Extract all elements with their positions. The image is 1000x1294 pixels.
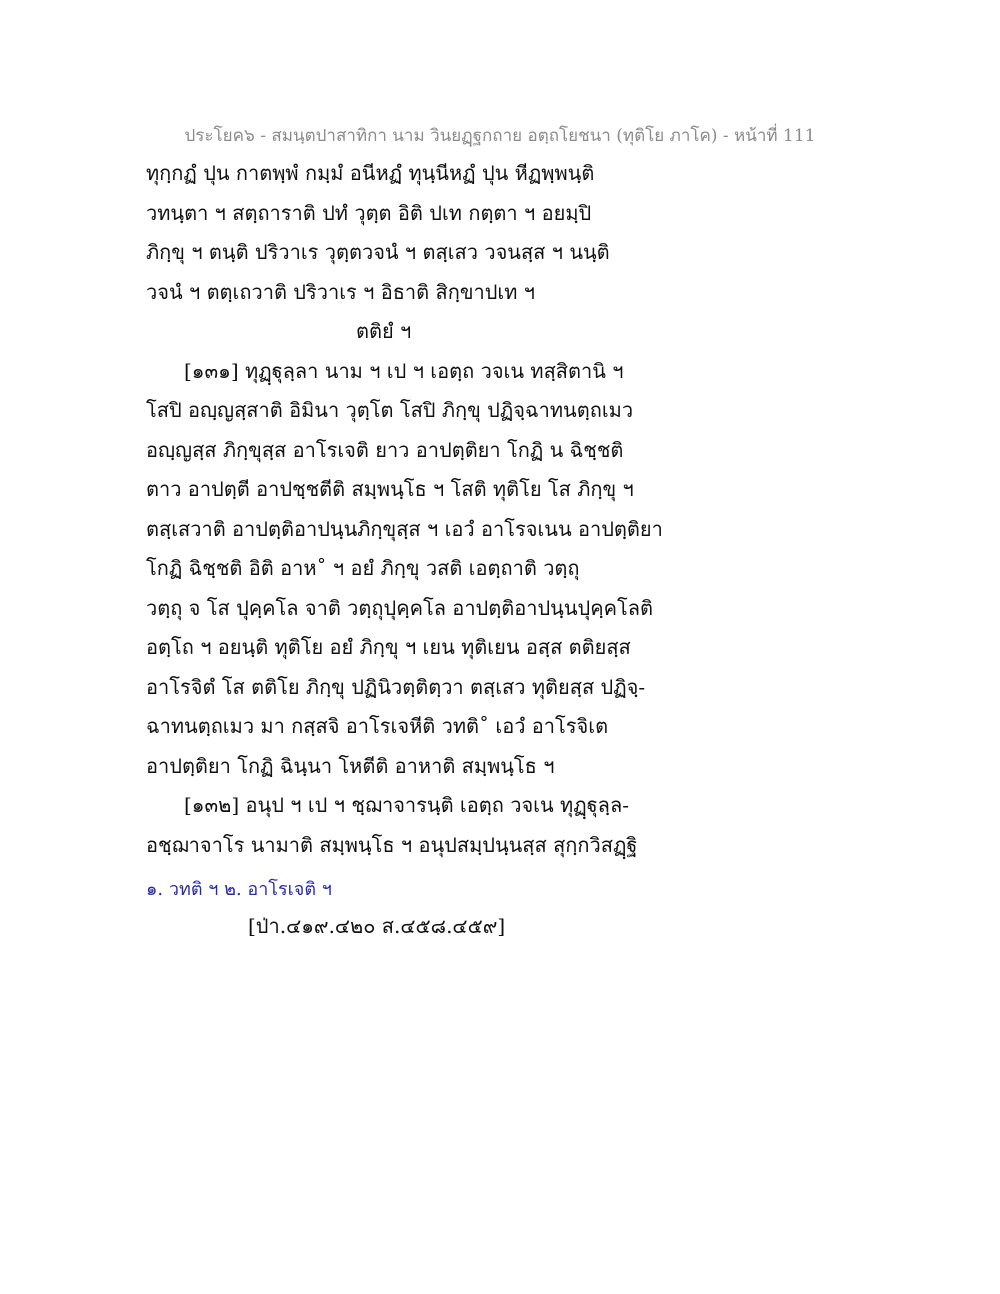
page-reference: [ป่า.๔๑๙.๔๒๐ ส.๔๕๘.๔๕๙]: [248, 914, 506, 938]
text-line: ฉาทนตฺถเมว มา กสฺสจิ อาโรเจหีติ วทติ˚ เอวํ อาโรจิเต: [146, 714, 609, 738]
text-line: อาโรจิตํ โส ตติโย ภิกฺขุ ปฏินิวตฺติตฺวา ตสฺเสว ทุติยสฺส ปฏิจฺ-: [146, 674, 646, 699]
text-line: ทุกฺกฏํ ปุน กาตพฺพํ กมฺมํ อนีหฏํ ทุนฺนีหฏํ ปุน หีฏพฺพนฺติ: [146, 161, 595, 185]
page-header: ประโยค๖ - สมนฺตปาสาทิกา นาม วินยฏฺฐกถาย อตฺถโยชนา (ทุติโย ภาโค) - หน้าที่ 111: [184, 126, 816, 146]
text-line: ตาว อาปตฺตี อาปชฺชตีติ สมฺพนฺโธ ฯ โสติ ทุติโย โส ภิกฺขุ ฯ: [146, 477, 634, 501]
text-line: ภิกฺขุ ฯ ตนฺติ ปริวาเร วุตฺตวจนํ ฯ ตสฺเสว วจนสฺส ฯ นนฺติ: [146, 240, 610, 264]
text-line: อญฺญสฺส ภิกฺขุสฺส อาโรเจติ ยาว อาปตฺติยา โกฏิ น ฉิชฺชติ: [146, 437, 624, 462]
text-line: [๑๓๑] ทุฏฺฐุลฺลา นาม ฯ เป ฯ เอตฺถ วจเน ทสฺสิตานิ ฯ: [184, 358, 624, 383]
text-line: วตฺถุ จ โส ปุคฺคโล จาติ วตฺถุปุคฺคโล อาปตฺติอาปนฺนปุคฺคโลติ: [146, 595, 653, 620]
text-line: วทนฺตา ฯ สตฺถาราติ ปทํ วุตฺต อิติ ปเท กตฺตา ฯ อยมฺปิ: [146, 200, 592, 225]
text-line: อาปตฺติยา โกฏิ ฉินฺนา โหตีติ อาหาติ สมฺพนฺโธ ฯ: [146, 753, 555, 778]
section-heading: ตติยํ ฯ: [356, 319, 412, 343]
text-line: โสปิ อญฺญสฺสาติ อิมินา วุตฺโต โสปิ ภิกฺขุ ปฏิจฺฉาทนตฺถเมว: [146, 398, 634, 422]
text-line: [๑๓๒] อนุป ฯ เป ฯ ชฺฌาจารนฺติ เอตฺถ วจเน ทุฏฺฐุลฺล-: [184, 793, 629, 817]
text-line: ตสฺเสวาติ อาปตฺติอาปนฺนภิกฺขุสฺส ฯ เอวํ อาโรจเนน อาปตฺติยา: [146, 516, 663, 541]
text-line: อตฺโถ ฯ อยนฺติ ทุติโย อยํ ภิกฺขุ ฯ เยน ทุติเยน อสฺส ตติยสฺส: [146, 635, 631, 659]
text-line: อชฺฌาจาโร นามาติ สมฺพนฺโธ ฯ อนุปสมฺปนฺนสฺส สุกฺกวิสฏฺฐิ: [146, 832, 638, 857]
text-line: โกฏิ ฉิชฺชติ อิติ อาห˚ ฯ อยํ ภิกฺขุ วสติ เอตฺถาติ วตฺถุ: [146, 556, 580, 580]
footnote: ๑. วทติ ฯ ๒. อาโรเจติ ฯ: [146, 879, 332, 900]
body-text: [146, 158, 866, 869]
text-line: วจนํ ฯ ตตฺเถวาติ ปริวาเร ฯ อิธาติ สิกฺขาปเท ฯ: [146, 279, 536, 304]
